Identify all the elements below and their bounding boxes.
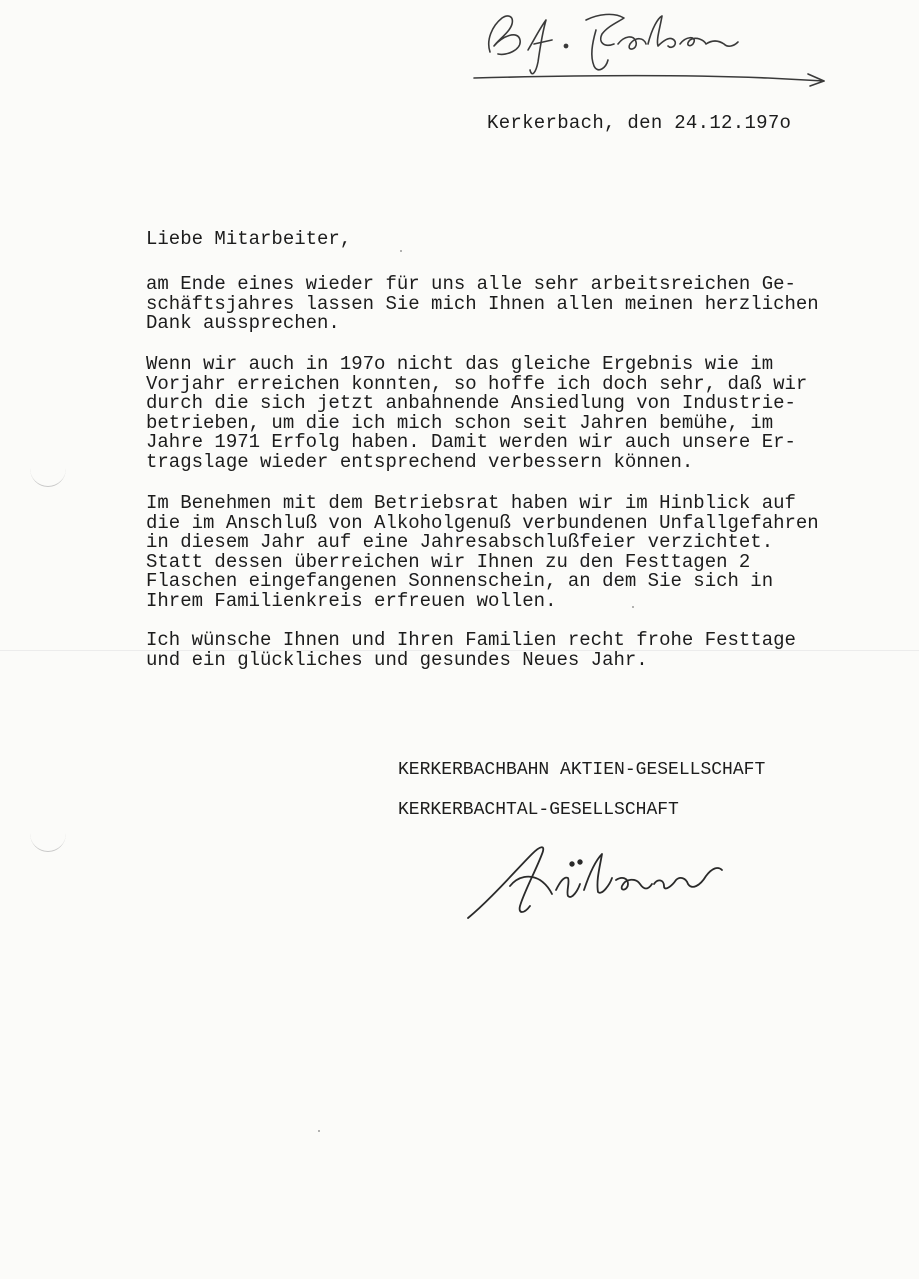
paragraph-line: Flaschen eingefangenen Sonnenschein, an dem Sie sich in <box>146 570 774 593</box>
paragraph-line: am Ende eines wieder für uns alle sehr arbeitsreichen Ge- <box>146 273 796 295</box>
paragraph-greetings <box>146 631 796 670</box>
paragraph-line: Vorjahr erreichen konnten, so hoffe ich doch sehr, daß wir <box>146 372 808 395</box>
paragraph-line: Im Benehmen mit dem Betriebsrat haben wir im Hinblick auf <box>146 492 796 514</box>
paragraph-line: und ein glückliches und gesundes Neues Jahr. <box>146 648 648 671</box>
paragraph-line: die im Anschluß von Alkoholgenuß verbundenen Unfallgefahren <box>146 511 819 534</box>
date-line: Kerkerbach, den 24.12.197o <box>487 112 792 134</box>
punch-hole-mark-icon <box>30 450 66 487</box>
paragraph-line: Jahre 1971 Erfolg haben. Damit werden wir auch unsere Er- <box>146 431 796 454</box>
ink-speck <box>318 1130 320 1132</box>
paragraph-line: schäftsjahres lassen Sie mich Ihnen allen meinen herzlichen <box>146 292 819 315</box>
paragraph-line: Statt dessen überreichen wir Ihnen zu den Festtagen 2 <box>146 550 751 573</box>
ink-speck <box>400 250 402 252</box>
company-name-primary: KERKERBACHBAHN AKTIEN-GESELLSCHAFT <box>398 760 766 780</box>
handwritten-signature <box>460 830 750 930</box>
paragraph-results <box>146 355 807 473</box>
paragraph-line: Wenn wir auch in 197o nicht das gleiche Ergebnis wie im <box>146 353 774 375</box>
paragraph-line: Ich wünsche Ihnen und Ihren Familien recht frohe Festtage <box>146 629 796 651</box>
company-name-secondary: KERKERBACHTAL-GESELLSCHAFT <box>398 800 679 820</box>
paragraph-line: betrieben, um die ich mich schon seit Jahren bemühe, im <box>146 411 774 434</box>
paragraph-line: in diesem Jahr auf eine Jahresabschlußfeier verzichtet. <box>146 531 774 554</box>
paragraph-line: durch die sich jetzt anbahnende Ansiedlung von Industrie- <box>146 392 796 415</box>
paragraph-line: Dank aussprechen. <box>146 312 340 335</box>
paragraph-line: Ihrem Familienkreis erfreuen wollen. <box>146 589 557 612</box>
handwritten-annotation-signature <box>468 0 838 90</box>
ink-speck <box>632 606 634 608</box>
paragraph-thanks <box>146 275 819 334</box>
punch-hole-mark-icon <box>30 815 66 852</box>
salutation: Liebe Mitarbeiter, <box>146 228 352 250</box>
paragraph-line: tragslage wieder entsprechend verbessern können. <box>146 450 694 473</box>
paragraph-celebration <box>146 494 819 612</box>
